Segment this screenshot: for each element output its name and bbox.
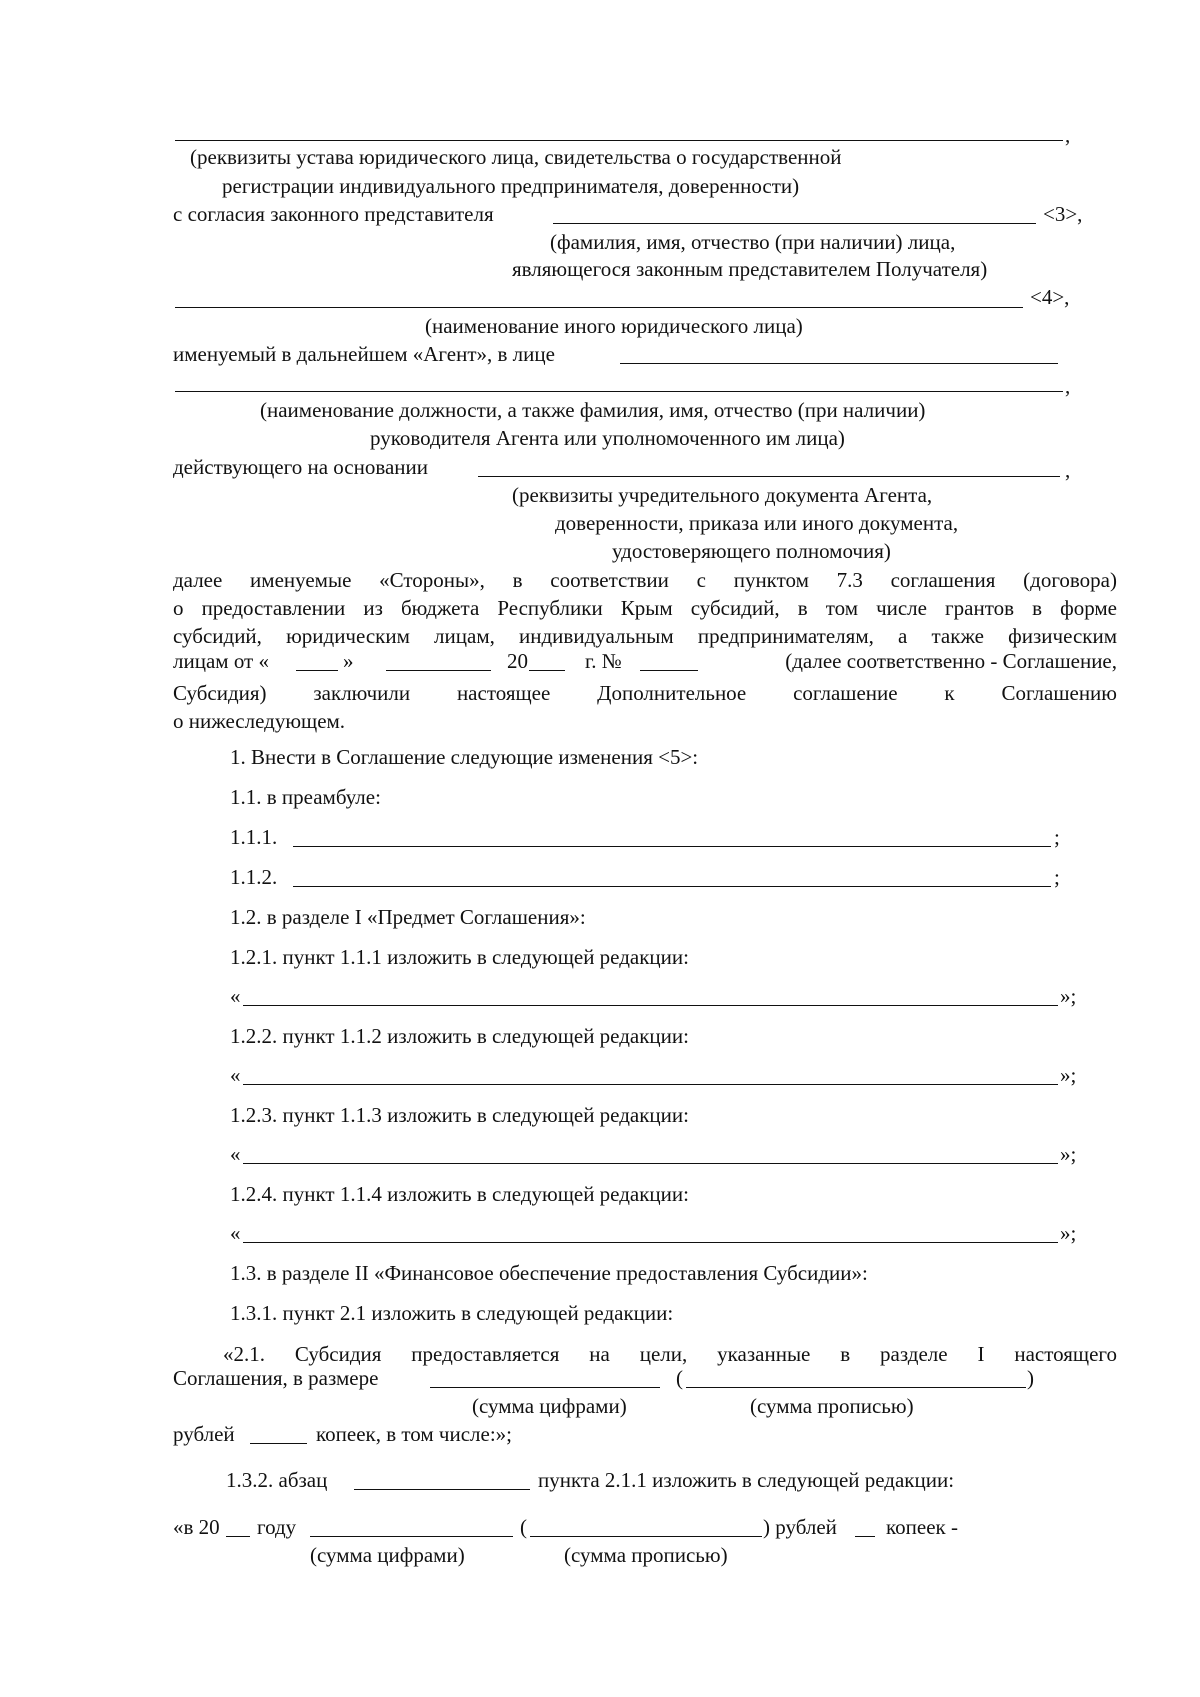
kopecks-label: копеек, в том числе:»; <box>316 1422 513 1446</box>
item-1-1: 1.1. в преамбуле: <box>230 785 381 809</box>
caption-legal-rep-1: (фамилия, имя, отчество (при наличии) лица, <box>550 230 956 254</box>
agent-comma: , <box>1065 374 1071 398</box>
preamble-line-5: Субсидия) заключили настоящее Дополнительное соглашение к Соглашению <box>173 681 1117 705</box>
charter-line[interactable] <box>175 140 1063 141</box>
sum-digits-line[interactable] <box>430 1387 660 1388</box>
item-1-2-2: 1.2.2. пункт 1.1.2 изложить в следующей редакции: <box>230 1024 689 1048</box>
caption-year-sum-digits: (сумма цифрами) <box>310 1543 465 1567</box>
preamble-line-4-tail: (далее соответственно - Соглашение, <box>785 649 1117 673</box>
paren-close: ) <box>1027 1366 1034 1390</box>
year-kopecks: копеек - <box>886 1515 958 1539</box>
preamble-line-2: о предоставлении из бюджета Республики Крым субсидий, в том числе грантов в форме <box>173 596 1117 620</box>
year-prefix: 20 <box>507 649 528 673</box>
sum-words-line[interactable] <box>686 1387 1026 1388</box>
caption-legal-rep-2: являющегося законным представителем Получателя) <box>512 257 988 281</box>
date-month-line[interactable] <box>386 670 491 671</box>
other-entity-line[interactable] <box>175 307 1023 308</box>
caption-sum-digits: (сумма цифрами) <box>472 1394 627 1418</box>
item-1: 1. Внести в Соглашение следующие изменения <5>: <box>230 745 699 769</box>
basis-line[interactable] <box>478 476 1060 477</box>
item-1-1-2-semicolon: ; <box>1054 865 1060 889</box>
item-1-2-2-line[interactable] <box>243 1084 1058 1085</box>
item-1-2-4: 1.2.4. пункт 1.1.4 изложить в следующей редакции: <box>230 1182 689 1206</box>
subsidy-line-2: Соглашения, в размере <box>173 1366 379 1390</box>
year-digits-line[interactable] <box>226 1536 250 1537</box>
caption-basis-1: (реквизиты учредительного документа Агента, <box>512 483 933 507</box>
paren-open: ( <box>676 1366 683 1390</box>
item-1-2-2-open: « <box>230 1063 241 1087</box>
item-1-2-4-close: »; <box>1060 1221 1077 1245</box>
kopecks-line[interactable] <box>250 1443 307 1444</box>
caption-basis-2: доверенности, приказа или иного документа, <box>555 511 959 535</box>
note-3: <3>, <box>1043 202 1083 226</box>
number-label: г. № <box>585 649 622 673</box>
date-day-line[interactable] <box>296 670 338 671</box>
item-1-2-1-open: « <box>230 984 241 1008</box>
item-1-2-2-close: »; <box>1060 1063 1077 1087</box>
caption-basis-3: удостоверяющего полномочия) <box>612 539 891 563</box>
basis-label: действующего на основании <box>173 455 429 479</box>
item-1-1-1-line[interactable] <box>293 846 1051 847</box>
caption-year-sum-words: (сумма прописью) <box>564 1543 728 1567</box>
year-label-b: году <box>257 1515 297 1539</box>
item-1-2-1-line[interactable] <box>243 1005 1058 1006</box>
number-line[interactable] <box>640 670 698 671</box>
paragraph-number-line[interactable] <box>354 1489 530 1490</box>
legal-rep-label: с согласия законного представителя <box>173 202 494 226</box>
year-sum-words-line[interactable] <box>530 1536 762 1537</box>
date-close: » <box>343 649 354 673</box>
preamble-line-6: о нижеследующем. <box>173 709 346 733</box>
date-open: лицам от « <box>173 649 269 673</box>
caption-position-2: руководителя Агента или уполномоченного им лица) <box>370 426 845 450</box>
caption-charter-1: (реквизиты устава юридического лица, свидетельства о государственной <box>190 145 842 169</box>
item-1-1-1: 1.1.1. <box>230 825 278 849</box>
preamble-line-1: далее именуемые «Стороны», в соответствии с пунктом 7.3 соглашения (договора) <box>173 568 1117 592</box>
item-1-2-4-line[interactable] <box>243 1242 1058 1243</box>
caption-charter-2: регистрации индивидуального предпринимателя, доверенности) <box>222 174 800 198</box>
item-1-2-3: 1.2.3. пункт 1.1.3 изложить в следующей редакции: <box>230 1103 689 1127</box>
caption-sum-words: (сумма прописью) <box>750 1394 914 1418</box>
item-1-1-1-semicolon: ; <box>1054 825 1060 849</box>
item-1-3: 1.3. в разделе II «Финансовое обеспечение предоставления Субсидии»: <box>230 1261 868 1285</box>
caption-position-1: (наименование должности, а также фамилия, имя, отчество (при наличии) <box>260 398 926 422</box>
year-rubles: ) рублей <box>763 1515 837 1539</box>
item-1-2-4-open: « <box>230 1221 241 1245</box>
charter-comma: , <box>1065 123 1071 147</box>
legal-rep-line[interactable] <box>553 223 1036 224</box>
item-1-2-1: 1.2.1. пункт 1.1.1 изложить в следующей редакции: <box>230 945 689 969</box>
basis-comma: , <box>1065 458 1071 482</box>
item-1-3-2-b: пункта 2.1.1 изложить в следующей редакции: <box>538 1468 955 1492</box>
caption-other-entity: (наименование иного юридического лица) <box>425 314 803 338</box>
item-1-2-3-open: « <box>230 1142 241 1166</box>
year-sum-digits-line[interactable] <box>310 1536 513 1537</box>
date-year-line[interactable] <box>529 670 565 671</box>
item-1-2-1-close: »; <box>1060 984 1077 1008</box>
agent-line-2[interactable] <box>175 391 1063 392</box>
item-1-3-2-a: 1.3.2. абзац <box>226 1468 328 1492</box>
year-kopecks-line[interactable] <box>855 1536 875 1537</box>
year-paren-open: ( <box>520 1515 527 1539</box>
item-1-3-1: 1.3.1. пункт 2.1 изложить в следующей редакции: <box>230 1301 674 1325</box>
preamble-line-3: субсидий, юридическим лицам, индивидуальным предпринимателям, а также физическим <box>173 624 1117 648</box>
item-1-2-3-line[interactable] <box>243 1163 1058 1164</box>
item-1-1-2-line[interactable] <box>293 886 1051 887</box>
rubles-label: рублей <box>173 1422 235 1446</box>
agent-label: именуемый в дальнейшем «Агент», в лице <box>173 342 555 366</box>
item-1-1-2: 1.1.2. <box>230 865 278 889</box>
note-4: <4>, <box>1030 285 1070 309</box>
year-label-a: «в 20 <box>173 1515 220 1539</box>
agent-line[interactable] <box>620 363 1058 364</box>
item-1-2: 1.2. в разделе I «Предмет Соглашения»: <box>230 905 586 929</box>
item-1-2-3-close: »; <box>1060 1142 1077 1166</box>
subsidy-line-1: «2.1. Субсидия предоставляется на цели, указанные в разделе I настоящего <box>223 1342 1117 1366</box>
